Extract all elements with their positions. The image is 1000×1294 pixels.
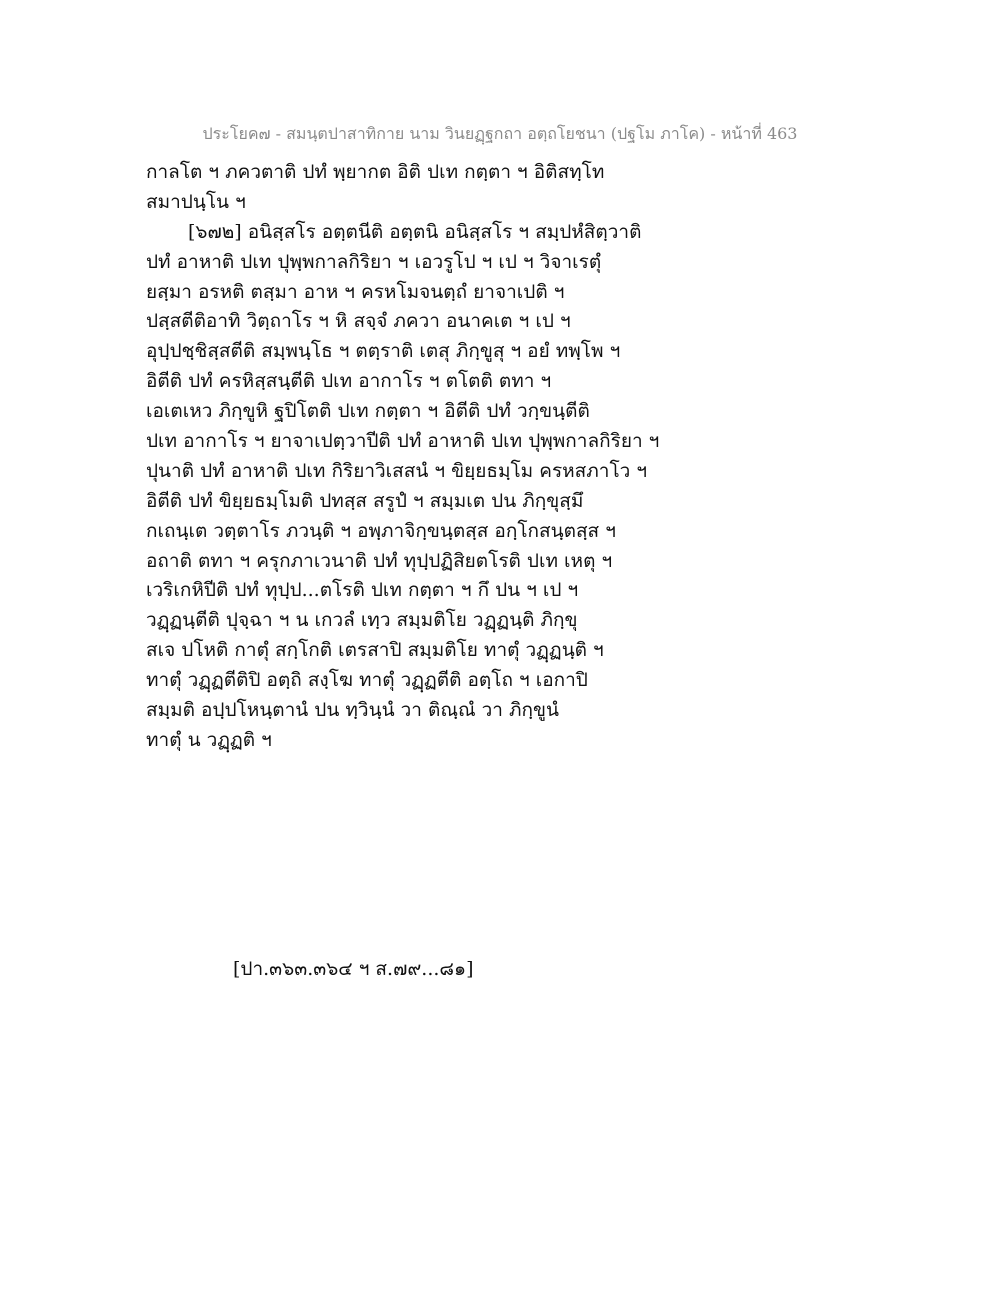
paragraph-start-line: [๖๗๒] อนิสฺสโร อตฺตนีติ อตฺตนิ อนิสฺสโร ฯ สมฺปหํสิตฺวาติ bbox=[188, 220, 642, 243]
text-line: สมฺมติ อปฺปโหนฺตานํ ปน ทฺวินฺนํ วา ติณฺณํ วา ภิกฺขูนํ bbox=[146, 699, 559, 722]
text-line: สมาปนฺโน ฯ bbox=[146, 190, 246, 213]
text-line: เวริเกหิปีติ ปทํ ทุปฺป...ตโรติ ปเท กตฺตา ฯ กึ ปน ฯ เป ฯ bbox=[146, 579, 579, 602]
text-line: อุปฺปชฺชิสฺสตีติ สมฺพนฺโธ ฯ ตตฺราติ เตสุ ภิกฺขูสุ ฯ อยํ ทพฺโพ ฯ bbox=[146, 340, 621, 363]
text-line: อถาติ ตทา ฯ ครุกภาเวนาติ ปทํ ทุปฺปฏิสิยตโรติ ปเท เหตุ ฯ bbox=[146, 549, 613, 572]
text-line: ยสฺมา อรหติ ตสฺมา อาห ฯ ครหโมจนตฺถํ ยาจาเปติ ฯ bbox=[146, 280, 565, 303]
text-line: อิตีติ ปทํ ขิยฺยธมฺโมติ ปทสฺส สรูปํ ฯ สมฺมเต ปน ภิกฺขุสฺมึ bbox=[146, 489, 584, 512]
text-line: ปุนาติ ปทํ อาหาติ ปเท กิริยาวิเสสนํ ฯ ขิยฺยธมฺโม ครหสภาโว ฯ bbox=[146, 459, 648, 482]
text-line: ทาตุํ น วฏฺฏติ ฯ bbox=[146, 728, 272, 751]
text-line: ทาตุํ วฏฺฏตีติปิ อตฺถิ สงฺโฆ ทาตุํ วฏฺฏตีติ อตฺโถ ฯ เอกาปิ bbox=[146, 669, 588, 692]
text-line: กาลโต ฯ ภควตาติ ปทํ พฺยากต อิติ ปเท กตฺตา ฯ อิติสทฺโท bbox=[146, 161, 605, 183]
source-reference: [ปา.๓๖๓.๓๖๔ ฯ ส.๗๙...๘๑] bbox=[233, 958, 474, 980]
text-line: เอเตเหว ภิกฺขูหิ ฐปิโตติ ปเท กตฺตา ฯ อิตีติ ปทํ วกฺขนฺตีติ bbox=[146, 400, 590, 423]
text-line: ปสฺสตีติอาทิ วิตฺถาโร ฯ หิ สจฺจํ ภควา อนาคเต ฯ เป ฯ bbox=[146, 310, 571, 333]
text-line: กเถนฺเต วตฺตาโร ภวนฺติ ฯ อพฺภาจิกฺขนฺตสฺส อกฺโกสนฺตสฺส ฯ bbox=[146, 519, 616, 542]
running-header: ประโยค๗ - สมนฺตปาสาทิกาย นาม วินยฏฺฐกถา อตฺถโยชนา (ปฐโม ภาโค) - หน้าที่ 463 bbox=[202, 124, 798, 143]
text-line: วฏฺฏนฺตีติ ปุจฺฉา ฯ น เกวลํ เทฺว สมฺมติโย วฏฺฏนฺติ ภิกฺขุ bbox=[146, 609, 578, 632]
body-text bbox=[146, 158, 866, 756]
text-line: อิตีติ ปทํ ครหิสฺสนฺตีติ ปเท อากาโร ฯ ตโตติ ตทา ฯ bbox=[146, 370, 552, 393]
text-line: สเจ ปโหติ กาตุํ สกฺโกติ เตรสาปิ สมฺมติโย ทาตุํ วฏฺฏนฺติ ฯ bbox=[146, 639, 604, 662]
text-line: ปเท อากาโร ฯ ยาจาเปตฺวาปีติ ปทํ อาหาติ ปเท ปุพฺพกาลกิริยา ฯ bbox=[146, 430, 660, 453]
text-line: ปทํ อาหาติ ปเท ปุพฺพกาลกิริยา ฯ เอวรูโป ฯ เป ฯ วิจาเรตุํ bbox=[146, 250, 602, 273]
